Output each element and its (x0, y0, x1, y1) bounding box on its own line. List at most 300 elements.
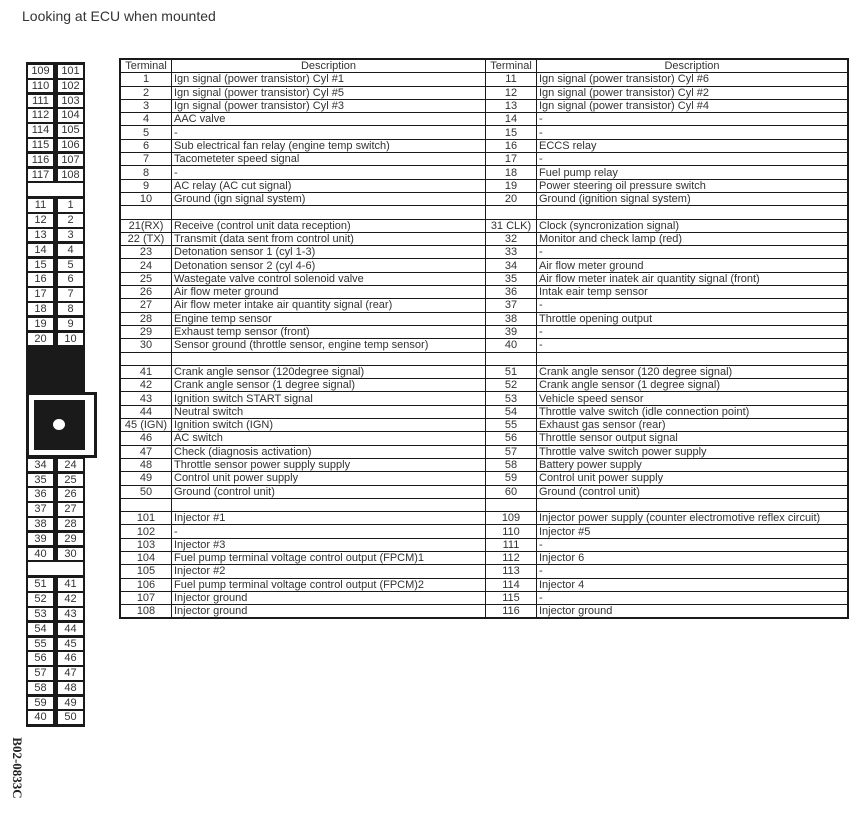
description-cell-right: Throttle valve switch (idle connection point) (537, 405, 849, 418)
connector-pin: 19 (28, 318, 53, 331)
description-cell-right: Ign signal (power transistor) Cyl #4 (537, 99, 849, 112)
connector-pin: 47 (58, 667, 83, 680)
description-cell-right: Crank angle sensor (120 degree signal) (537, 365, 849, 378)
table-row (120, 153, 848, 166)
terminal-cell-right: 36 (486, 286, 537, 299)
connector-pin: 45 (58, 638, 83, 651)
connector-pin: 3 (58, 229, 83, 242)
table-row (120, 339, 848, 352)
terminal-cell-right: 52 (486, 379, 537, 392)
description-cell-right: Injector power supply (counter electromotive reflex circuit) (537, 512, 849, 525)
terminal-cell-right: 15 (486, 126, 537, 139)
table-row (120, 312, 848, 325)
table-row (120, 551, 848, 564)
terminal-cell-left: 47 (120, 445, 172, 458)
terminal-cell-right: 17 (486, 153, 537, 166)
table-row (120, 192, 848, 205)
connector-pin-row (28, 710, 83, 725)
empty-cell (537, 352, 849, 365)
terminal-cell-left: 27 (120, 299, 172, 312)
header-description-right: Description (537, 59, 849, 73)
connector-pin: 6 (58, 273, 83, 286)
terminal-cell-left: 26 (120, 286, 172, 299)
connector-pin-row (28, 198, 83, 213)
terminal-cell-left: 104 (120, 551, 172, 564)
description-cell-left: Injector #1 (172, 512, 486, 525)
connector-pin: 46 (58, 652, 83, 665)
connector-pin: 116 (28, 154, 53, 167)
terminal-cell-left: 23 (120, 246, 172, 259)
description-cell-right: Power steering oil pressure switch (537, 179, 849, 192)
terminal-cell-right: 57 (486, 445, 537, 458)
description-cell-left: Detonation sensor 1 (cyl 1-3) (172, 246, 486, 259)
description-cell-left: Wastegate valve control solenoid valve (172, 272, 486, 285)
connector-pin: 1 (58, 199, 83, 212)
connector-pin-row (28, 108, 83, 123)
connector-pin: 108 (58, 169, 83, 182)
connector-pin-row (28, 458, 83, 473)
terminal-cell-left: 50 (120, 485, 172, 498)
connector-pin: 52 (28, 593, 53, 606)
terminal-cell-right: 55 (486, 419, 537, 432)
description-cell-left: Fuel pump terminal voltage control output (FPCM)1 (172, 551, 486, 564)
table-row (120, 113, 848, 126)
terminal-cell-right: 16 (486, 139, 537, 152)
connector-pin-group-1-20 (28, 198, 83, 346)
description-cell-right: Control unit power supply (537, 472, 849, 485)
description-cell-left: Ignition switch (IGN) (172, 419, 486, 432)
description-cell-right: Throttle sensor output signal (537, 432, 849, 445)
table-row (120, 512, 848, 525)
description-cell-left: Fuel pump terminal voltage control output (FPCM)2 (172, 578, 486, 591)
terminal-cell-left: 102 (120, 525, 172, 538)
empty-cell (120, 206, 172, 219)
description-cell-right: Ign signal (power transistor) Cyl #2 (537, 86, 849, 99)
description-cell-right: Injector #5 (537, 525, 849, 538)
description-cell-left: Detonation sensor 2 (cyl 4-6) (172, 259, 486, 272)
connector-pin-row (28, 637, 83, 652)
terminal-cell-left: 7 (120, 153, 172, 166)
connector-pin: 11 (28, 199, 53, 212)
table-row (120, 166, 848, 179)
description-cell-left: AC switch (172, 432, 486, 445)
connector-pin-row (28, 651, 83, 666)
connector-pin-row (28, 666, 83, 681)
description-cell-right: - (537, 591, 849, 604)
description-cell-right: - (537, 113, 849, 126)
table-row (120, 432, 848, 445)
connector-pin-row (28, 79, 83, 94)
table-row (120, 538, 848, 551)
connector-pin: 18 (28, 303, 53, 316)
connector-pin: 20 (28, 333, 53, 346)
connector-pin: 34 (28, 459, 53, 472)
terminal-cell-right: 32 (486, 232, 537, 245)
description-cell-left: Crank angle sensor (1 degree signal) (172, 379, 486, 392)
pinout-table (119, 58, 849, 619)
terminal-cell-right: 58 (486, 458, 537, 471)
connector-pin: 37 (28, 503, 53, 516)
terminal-cell-left: 107 (120, 591, 172, 604)
terminal-cell-left: 43 (120, 392, 172, 405)
terminal-cell-right: 13 (486, 99, 537, 112)
connector-pin-group-top (28, 64, 83, 182)
description-cell-right: Ground (control unit) (537, 485, 849, 498)
table-row (120, 299, 848, 312)
terminal-cell-left: 24 (120, 259, 172, 272)
terminal-cell-left: 3 (120, 99, 172, 112)
terminal-cell-right: 18 (486, 166, 537, 179)
connector-pin-row (28, 607, 83, 622)
terminal-cell-right: 53 (486, 392, 537, 405)
table-row (120, 246, 848, 259)
pinout-table-body (120, 73, 848, 619)
terminal-cell-left: 45 (IGN) (120, 419, 172, 432)
connector-pin-row (28, 502, 83, 517)
terminal-cell-left: 44 (120, 405, 172, 418)
connector-pin: 59 (28, 697, 53, 710)
connector-pin: 44 (58, 623, 83, 636)
connector-pin-row (28, 94, 83, 109)
description-cell-right: Throttle valve switch power supply (537, 445, 849, 458)
connector-pin: 16 (28, 273, 53, 286)
description-cell-right: Injector 6 (537, 551, 849, 564)
connector-pin: 35 (28, 474, 53, 487)
description-cell-left: - (172, 126, 486, 139)
connector-pin-row (28, 517, 83, 532)
connector-pin: 26 (58, 488, 83, 501)
connector-pin-row (28, 577, 83, 592)
empty-cell (120, 498, 172, 511)
terminal-cell-left: 25 (120, 272, 172, 285)
table-row (120, 73, 848, 86)
description-cell-left: Tacometeter speed signal (172, 153, 486, 166)
header-terminal-right: Terminal (486, 59, 537, 73)
connector-pin-row (28, 272, 83, 287)
empty-cell (172, 498, 486, 511)
description-cell-left: Check (diagnosis activation) (172, 445, 486, 458)
terminal-cell-left: 9 (120, 179, 172, 192)
connector-key-dot-icon (53, 419, 65, 430)
description-cell-left: Throttle sensor power supply supply (172, 458, 486, 471)
description-cell-left: Ign signal (power transistor) Cyl #3 (172, 99, 486, 112)
terminal-cell-left: 46 (120, 432, 172, 445)
terminal-cell-right: 12 (486, 86, 537, 99)
table-row (120, 458, 848, 471)
table-row (120, 272, 848, 285)
description-cell-right: - (537, 565, 849, 578)
empty-cell (172, 352, 486, 365)
table-section-spacer (120, 206, 848, 219)
description-cell-right: Exhaust gas sensor (rear) (537, 419, 849, 432)
connector-pin: 101 (58, 65, 83, 78)
header-description-left: Description (172, 59, 486, 73)
connector-pin: 57 (28, 667, 53, 680)
description-cell-right: Intak eair temp sensor (537, 286, 849, 299)
table-row (120, 126, 848, 139)
connector-pin: 14 (28, 244, 53, 257)
connector-pin: 15 (28, 259, 53, 272)
terminal-cell-right: 39 (486, 325, 537, 338)
connector-pin: 102 (58, 80, 83, 93)
connector-pin-row (28, 622, 83, 637)
description-cell-right: Vehicle speed sensor (537, 392, 849, 405)
connector-pin: 8 (58, 303, 83, 316)
table-row (120, 365, 848, 378)
terminal-cell-right: 20 (486, 192, 537, 205)
table-row (120, 578, 848, 591)
description-cell-left: Crank angle sensor (120degree signal) (172, 365, 486, 378)
description-cell-left: Receive (control unit data reception) (172, 219, 486, 232)
terminal-cell-right: 60 (486, 485, 537, 498)
table-row (120, 259, 848, 272)
empty-cell (486, 498, 537, 511)
description-cell-left: Sub electrical fan relay (engine temp switch) (172, 139, 486, 152)
terminal-cell-left: 103 (120, 538, 172, 551)
terminal-cell-left: 8 (120, 166, 172, 179)
description-cell-right: Ign signal (power transistor) Cyl #6 (537, 73, 849, 86)
connector-pin-row (28, 547, 83, 562)
table-header-row (120, 59, 848, 73)
connector-pin: 9 (58, 318, 83, 331)
description-cell-right: Monitor and check lamp (red) (537, 232, 849, 245)
connector-pin-row (28, 532, 83, 547)
table-row (120, 405, 848, 418)
empty-cell (486, 206, 537, 219)
terminal-cell-left: 101 (120, 512, 172, 525)
connector-pin: 110 (28, 80, 53, 93)
description-cell-left: Injector #2 (172, 565, 486, 578)
connector-pin-row (28, 228, 83, 243)
table-row (120, 565, 848, 578)
description-cell-right: - (537, 538, 849, 551)
connector-pin: 107 (58, 154, 83, 167)
connector-pin: 42 (58, 593, 83, 606)
description-cell-left: Injector #3 (172, 538, 486, 551)
connector-pin-row (28, 258, 83, 273)
terminal-cell-left: 105 (120, 565, 172, 578)
table-row (120, 605, 848, 619)
empty-cell (120, 352, 172, 365)
description-cell-left: Air flow meter intake air quantity signal (rear) (172, 299, 486, 312)
connector-pin: 43 (58, 608, 83, 621)
page-title: Looking at ECU when mounted (22, 8, 216, 24)
description-cell-right: - (537, 153, 849, 166)
connector-pin: 103 (58, 95, 83, 108)
empty-cell (537, 206, 849, 219)
table-row (120, 139, 848, 152)
table-row (120, 99, 848, 112)
terminal-cell-left: 48 (120, 458, 172, 471)
connector-pin: 58 (28, 682, 53, 695)
terminal-cell-right: 51 (486, 365, 537, 378)
connector-pin-row (28, 287, 83, 302)
terminal-cell-right: 19 (486, 179, 537, 192)
connector-pin: 49 (58, 697, 83, 710)
terminal-cell-right: 113 (486, 565, 537, 578)
terminal-cell-right: 34 (486, 259, 537, 272)
connector-pin: 10 (58, 333, 83, 346)
terminal-cell-right: 112 (486, 551, 537, 564)
description-cell-right: Injector 4 (537, 578, 849, 591)
connector-pin-row (28, 138, 83, 153)
table-row (120, 591, 848, 604)
terminal-cell-left: 49 (120, 472, 172, 485)
connector-pin-row (28, 213, 83, 228)
connector-pin-row (28, 168, 83, 183)
table-row (120, 392, 848, 405)
connector-pin: 106 (58, 139, 83, 152)
empty-cell (486, 352, 537, 365)
description-cell-right: Ground (ignition signal system) (537, 192, 849, 205)
description-cell-right: Battery power supply (537, 458, 849, 471)
description-cell-right: Air flow meter ground (537, 259, 849, 272)
connector-pin: 51 (28, 578, 53, 591)
table-row (120, 232, 848, 245)
connector-pin: 40 (28, 548, 53, 561)
connector-pin: 17 (28, 288, 53, 301)
connector-pin: 112 (28, 109, 53, 122)
document-code: B02-0833C (10, 737, 25, 799)
table-row (120, 445, 848, 458)
connector-pin: 7 (58, 288, 83, 301)
connector-pin-row (28, 473, 83, 488)
table-row (120, 379, 848, 392)
description-cell-left: Ign signal (power transistor) Cyl #1 (172, 73, 486, 86)
terminal-cell-right: 33 (486, 246, 537, 259)
connector-pin: 109 (28, 65, 53, 78)
connector-pin-row (28, 302, 83, 317)
empty-cell (537, 498, 849, 511)
connector-pin: 25 (58, 474, 83, 487)
description-cell-right: - (537, 339, 849, 352)
connector-pin-row (28, 317, 83, 332)
connector-pin: 30 (58, 548, 83, 561)
table-row (120, 86, 848, 99)
connector-key-inner (34, 400, 85, 450)
connector-pin-row (28, 696, 83, 711)
terminal-cell-left: 106 (120, 578, 172, 591)
table-row (120, 485, 848, 498)
terminal-cell-left: 1 (120, 73, 172, 86)
terminal-cell-left: 4 (120, 113, 172, 126)
connector-pin: 24 (58, 459, 83, 472)
description-cell-left: Air flow meter ground (172, 286, 486, 299)
connector-pin: 2 (58, 214, 83, 227)
description-cell-left: AC relay (AC cut signal) (172, 179, 486, 192)
connector-pin: 28 (58, 518, 83, 531)
description-cell-right: Air flow meter inatek air quantity signal (front) (537, 272, 849, 285)
terminal-cell-right: 14 (486, 113, 537, 126)
connector-pin: 117 (28, 169, 53, 182)
connector-pin: 29 (58, 533, 83, 546)
description-cell-left: Control unit power supply (172, 472, 486, 485)
connector-pin: 41 (58, 578, 83, 591)
connector-pin-group-41-59 (28, 577, 83, 725)
terminal-cell-right: 11 (486, 73, 537, 86)
connector-pin: 50 (58, 711, 83, 724)
terminal-cell-left: 5 (120, 126, 172, 139)
description-cell-right: - (537, 246, 849, 259)
connector-key-block (26, 392, 97, 458)
connector-pin: 27 (58, 503, 83, 516)
description-cell-right: - (537, 126, 849, 139)
description-cell-right: Throttle opening output (537, 312, 849, 325)
terminal-cell-right: 59 (486, 472, 537, 485)
connector-pin: 53 (28, 608, 53, 621)
terminal-cell-right: 116 (486, 605, 537, 619)
connector-separator (28, 183, 83, 196)
terminal-cell-left: 2 (120, 86, 172, 99)
description-cell-right: - (537, 299, 849, 312)
description-cell-left: Injector ground (172, 605, 486, 619)
connector-pin: 5 (58, 259, 83, 272)
connector-pin-row (28, 243, 83, 258)
terminal-cell-right: 115 (486, 591, 537, 604)
description-cell-left: - (172, 166, 486, 179)
empty-cell (172, 206, 486, 219)
connector-pin-row (28, 64, 83, 79)
terminal-cell-left: 6 (120, 139, 172, 152)
description-cell-right: Clock (syncronization signal) (537, 219, 849, 232)
header-terminal-left: Terminal (120, 59, 172, 73)
terminal-cell-right: 109 (486, 512, 537, 525)
terminal-cell-right: 31 CLK) (486, 219, 537, 232)
description-cell-right: Fuel pump relay (537, 166, 849, 179)
terminal-cell-right: 38 (486, 312, 537, 325)
connector-pin: 111 (28, 95, 53, 108)
description-cell-left: Ignition switch START signal (172, 392, 486, 405)
connector-pin: 38 (28, 518, 53, 531)
terminal-cell-left: 30 (120, 339, 172, 352)
terminal-cell-left: 10 (120, 192, 172, 205)
connector-pin: 48 (58, 682, 83, 695)
connector-pin-row (28, 153, 83, 168)
terminal-cell-right: 110 (486, 525, 537, 538)
description-cell-right: ECCS relay (537, 139, 849, 152)
terminal-cell-right: 54 (486, 405, 537, 418)
connector-pin: 56 (28, 652, 53, 665)
connector-pin: 39 (28, 533, 53, 546)
connector-pin: 36 (28, 488, 53, 501)
connector-pin-row (28, 332, 83, 347)
connector-pin: 4 (58, 244, 83, 257)
description-cell-left: - (172, 525, 486, 538)
terminal-cell-left: 42 (120, 379, 172, 392)
terminal-cell-left: 22 (TX) (120, 232, 172, 245)
description-cell-left: Ign signal (power transistor) Cyl #5 (172, 86, 486, 99)
description-cell-right: Injector ground (537, 605, 849, 619)
terminal-cell-right: 114 (486, 578, 537, 591)
connector-pin-row (28, 592, 83, 607)
table-section-spacer (120, 352, 848, 365)
terminal-cell-right: 111 (486, 538, 537, 551)
description-cell-right: - (537, 325, 849, 338)
connector-pin: 115 (28, 139, 53, 152)
terminal-cell-left: 108 (120, 605, 172, 619)
connector-separator (28, 562, 83, 575)
connector-pin: 54 (28, 623, 53, 636)
table-row (120, 179, 848, 192)
connector-pin: 105 (58, 124, 83, 137)
description-cell-left: Injector ground (172, 591, 486, 604)
description-cell-left: Ground (ign signal system) (172, 192, 486, 205)
table-section-spacer (120, 498, 848, 511)
terminal-cell-left: 41 (120, 365, 172, 378)
description-cell-left: AAC valve (172, 113, 486, 126)
terminal-cell-left: 29 (120, 325, 172, 338)
table-row (120, 325, 848, 338)
